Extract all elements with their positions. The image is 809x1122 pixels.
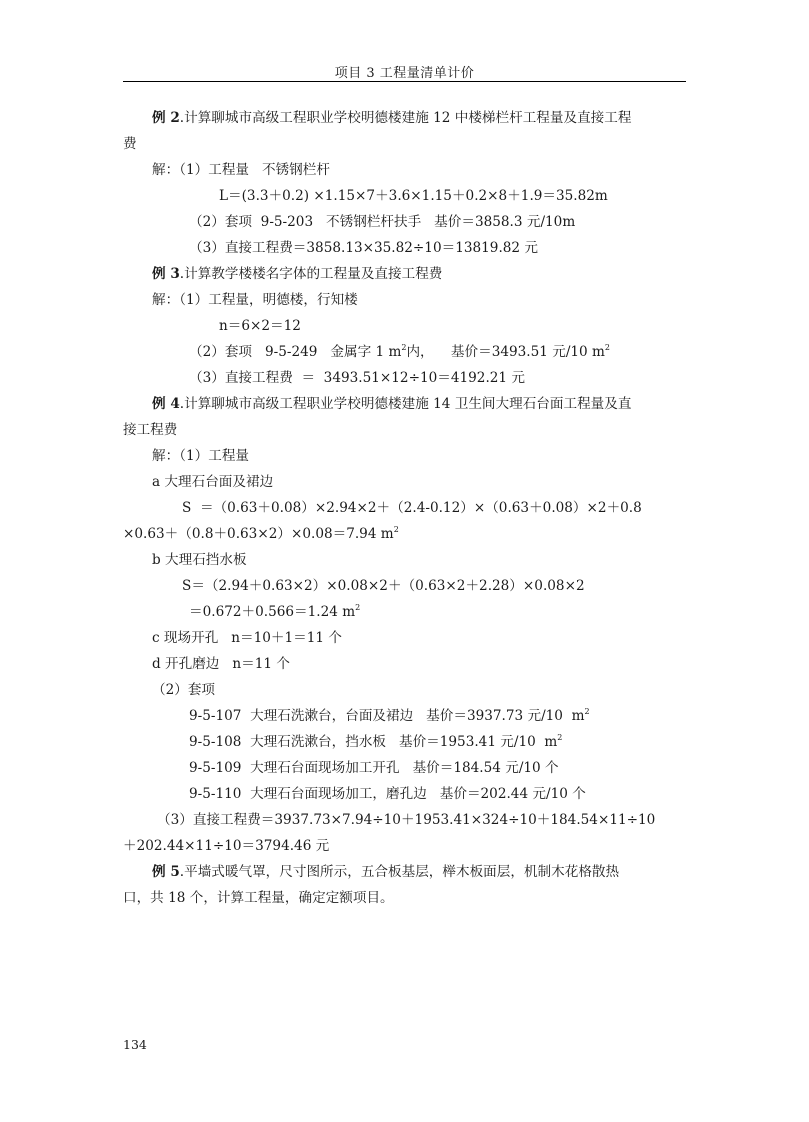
example2-text2: 费 [123,136,137,152]
example4-quota4: 9-5-110 大理石台面现场加工，磨孔边 基价＝202.44 元/10 个 [189,786,586,802]
header-rule [123,81,686,82]
superscript: 2 [584,707,590,716]
example4-quota3: 9-5-109 大理石台面现场加工开孔 基价＝184.54 元/10 个 [189,760,559,776]
example5-label: 例 5 [152,864,180,880]
superscript: 2 [393,525,399,534]
example2-sol-l1: 解：（1）工程量 不锈钢栏杆 [152,162,330,178]
example3-line1 [152,265,442,283]
example4-c-line: c 现场开孔 n＝10＋1＝11 个 [152,630,342,646]
example4-quota2 [189,733,562,751]
superscript: 2 [557,733,563,742]
example4-a-l1: S ＝（0.63＋0.08）×2.94×2＋（2.4-0.12）×（0.63＋0.08）×2＋0.8 [182,500,642,516]
example4-label: 例 4 [152,396,180,412]
example4-d-line: d 开孔磨边 n＝11 个 [152,656,290,672]
example3-sol-l1: 解：（1）工程量，明德楼，行知楼 [152,292,358,308]
running-header: 项目 3 工程量清单计价 [334,66,475,81]
example3-sol-l2: n＝6×2＝12 [219,318,301,334]
example4-quota2-text: 9-5-108 大理石洗漱台，挡水板 基价＝1953.41 元/10 m [189,734,558,750]
example2-line1 [152,109,631,127]
example4-sol-l1: 解：（1）工程量 [152,448,250,464]
example3-sol-l4: （3）直接工程费 ＝ 3493.51×12÷10＝4192.21 元 [189,370,525,386]
example3-l3-part1: （2）套项 9-5-249 金属字 1 m [189,344,402,360]
example4-a-title: a 大理石台面及裙边 [152,474,274,490]
page-number: 134 [123,1037,147,1052]
example4-sec3-l1: （3）直接工程费＝3937.73×7.94÷10＋1953.41×324÷10＋184.54×11÷10 [157,812,656,828]
example4-line1 [152,395,631,413]
example4-b-l2 [189,603,360,621]
example4-a-l2-text: ×0.63＋（0.8＋0.63×2）×0.08＝7.94 m [123,526,394,542]
example2-sol-l4: （3）直接工程费＝3858.13×35.82÷10＝13819.82 元 [189,240,538,256]
example4-b-l2-text: ＝0.672＋0.566＝1.24 m [189,604,356,620]
example3-text1: .计算教学楼楼名字体的工程量及直接工程费 [179,266,443,282]
superscript: 2 [355,603,361,612]
example4-b-l1: S＝（2.94＋0.63×2）×0.08×2＋（0.63×2＋2.28）×0.08×2 [182,578,585,594]
example2-text1: .计算聊城市高级工程职业学校明德楼建施 12 中楼梯栏杆工程量及直接工程 [179,110,632,126]
example5-text1: .平墙式暖气罩，尺寸图所示，五合板基层，榉木板面层，机制木花格散热 [179,864,620,880]
example3-l3-part2: 内， 基价＝3493.51 元/10 m [406,344,605,360]
example5-text2: 口，共 18 个，计算工程量，确定定额项目。 [123,890,394,906]
example4-text2: 接工程费 [123,422,178,438]
superscript: 2 [604,343,611,352]
example4-sec2: （2）套项 [152,682,216,698]
example3-label: 例 3 [152,266,180,282]
example4-quota1 [189,707,590,725]
example4-b-title: b 大理石挡水板 [152,552,247,568]
example4-sec3-l2: ＋202.44×11÷10＝3794.46 元 [123,838,330,854]
example2-sol-l2: L＝(3.3＋0.2) ×1.15×7＋3.6×1.15＋0.2×8＋1.9＝35.82m [219,188,608,204]
example4-text1: .计算聊城市高级工程职业学校明德楼建施 14 卫生间大理石台面工程量及直 [179,396,632,412]
superscript: 2 [401,343,407,352]
example5-line1 [152,863,619,881]
example2-label: 例 2 [152,110,180,126]
example4-a-l2 [123,525,399,543]
example3-sol-l3 [189,343,610,361]
example2-sol-l3: （2）套项 9-5-203 不锈钢栏杆扶手 基价＝3858.3 元/10m [189,214,576,230]
example4-quota1-text: 9-5-107 大理石洗漱台，台面及裙边 基价＝3937.73 元/10 m [189,708,585,724]
